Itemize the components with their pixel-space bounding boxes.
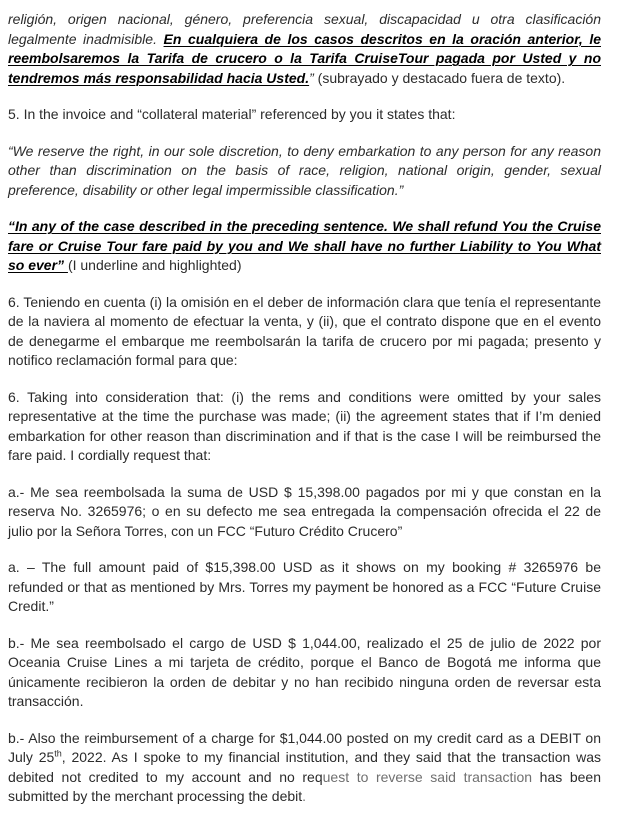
underline-annotation-note-en: (I underline and highlighted) <box>67 257 242 273</box>
request-b-faded-period: . <box>302 788 307 804</box>
para-point-6-es <box>8 293 601 371</box>
request-b-text-en-2: , 2022. As I spoke to my financial institution, and they said that the transaction was debited not credited to my account and no req <box>8 749 602 785</box>
point-6-text-en: 6. Taking into consideration that: (i) the rems and conditions were omitted by your sales representative at the time the purchase was made; (ii) the agreement states that if I’m denied embarkation for other reason than discrimination and if that is the case I will be reimbursed the fare paid. I cordially request that: <box>8 388 601 463</box>
para-request-b-es <box>8 634 601 712</box>
underlined-refund-clause-en: “In any of the case described in the preceding sentence. We shall refund You the Cruise fare or Cruise Tour fare paid by you and We shall have no further Liability to You What so ever” <box>8 218 601 273</box>
italic-clause-text: religión, origen nacional, género, preferencia sexual, discapacidad u otra clasificación legalmente inadmisible. <box>8 11 601 47</box>
request-a-text-en: a. – The full amount paid of $15,398.00 USD as it shows on my booking # 3265976 be refunded or that as mentioned by Mrs. Torres my payment be honored as a FCC “Future Cruise Credit.” <box>8 559 601 614</box>
contract-quote-en: “We reserve the right, in our sole discretion, to deny embarkation to any person for any reason other than discrimination on the basis of race, religion, national origin, gender, sexual preference, disability or other legal impermissible classification.” <box>8 142 601 198</box>
request-b-text-en-1: b.- Also the reimbursement of a charge for $1,044.00 posted on my credit card as a DEBIT on July 25 <box>8 729 601 765</box>
document-page <box>8 10 601 829</box>
para-quote-reserve-right <box>8 142 601 201</box>
request-b-text-es: b.- Me sea reembolsado el cargo de USD $ 1,044.00, realizado el 25 de julio de 2022 por Oceania Cruise Lines a mi tarjeta de crédito, porque el Banco de Bogotá me informa que únicamente recibieron la orden de debitar y no han recibido ninguna orden de reversar esta transacción. <box>8 634 601 709</box>
para-request-a-en <box>8 558 601 617</box>
para-point-6-en <box>8 388 601 466</box>
para-continuation-es <box>8 10 601 88</box>
request-b-text-en-3: has been submitted by the merchant processing the debit <box>8 768 602 804</box>
underline-annotation-note-es: (subrayado y destacado fuera de texto). <box>313 69 566 86</box>
point-5-text: 5. In the invoice and “collateral material” referenced by you it states that: <box>8 106 456 122</box>
para-quote-refund-underlined <box>8 217 601 276</box>
para-request-a-es <box>8 483 601 542</box>
closing-quote-mark: ” <box>309 69 314 86</box>
request-b-faded-text: uest to reverse said transaction <box>322 768 533 785</box>
request-a-text-es: a.- Me sea reembolsada la suma de USD $ 15,398.00 pagados por mi y que constan en la reserva No. 3265976; o en su defecto me sea entregada la compensación ofrecida el 22 de julio por la Señora Torres, con un FCC “Futuro Crédito Crucero” <box>8 483 601 539</box>
para-request-b-en <box>8 729 601 807</box>
para-point-5 <box>8 105 601 125</box>
underlined-refund-clause-es: En cualquiera de los casos descritos en la oración anterior, le reembolsaremos la Tarifa de crucero o la Tarifa CruiseTour pagada por Usted y no tendremos más responsabilidad hacia Usted. <box>8 30 601 86</box>
ordinal-superscript: th <box>54 748 62 759</box>
point-6-text-es: 6. Teniendo en cuenta (i) la omisión en el deber de información clara que tenía el representante de la naviera al momento de efectuar la venta, y (ii), que el contrato dispone que en el evento de denegarme el embarque me reembolsarán la tarifa de crucero por mi pagada; presento y notifico reclamación formal para que: <box>8 293 601 368</box>
